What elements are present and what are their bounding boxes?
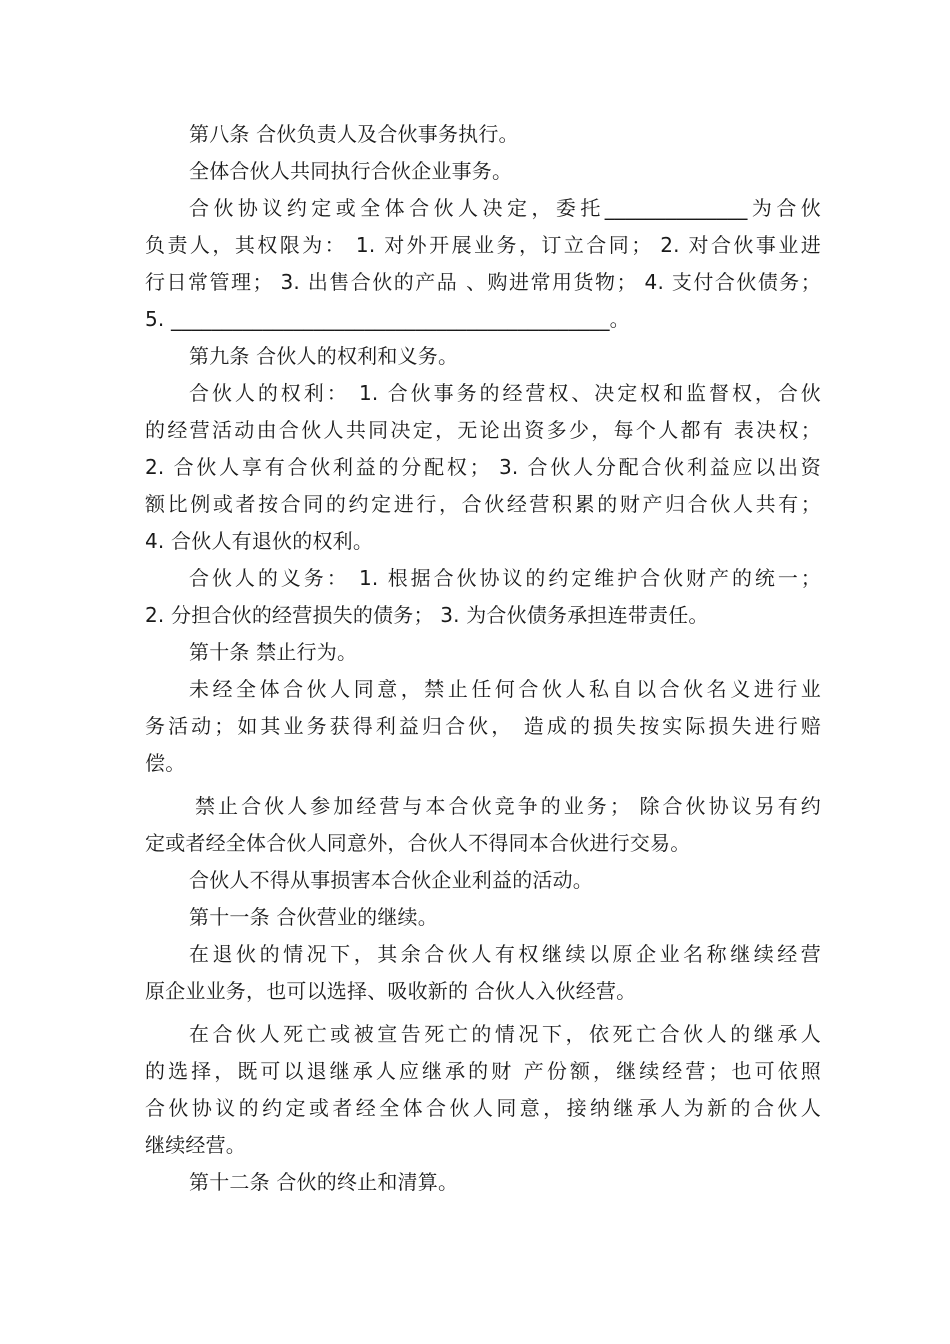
text-line: 继续经营。 [145,1133,246,1157]
document-body [145,116,821,1201]
text-line: 全体合伙人共同执行合伙企业事务。 [189,159,513,183]
text-line: 第十条 禁止行为。 [189,640,358,664]
text-line: 合伙人的权利： 1. 合伙事务的经营权、决定权和监督权，合伙 [189,381,821,405]
text-line: 的选择，既可以退继承人应继承的财 产份额，继续经营；也可依照 [145,1059,821,1083]
text-line: 合伙协议约定或全体合伙人决定，委托______________为合伙 [189,196,821,220]
text-line: 定或者经全体合伙人同意外，合伙人不得同本合伙进行交易。 [145,831,691,855]
text-line: 的经营活动由合伙人共同决定，无论出资多少，每个人都有 表决权； [145,418,821,442]
text-line: 行日常管理； 3. 出售合伙的产品 、购进常用货物； 4. 支付合伙债务； [145,270,821,294]
text-line: 负责人，其权限为： 1. 对外开展业务，订立合同； 2. 对合伙事业进 [145,233,821,257]
text-line: 合伙协议的约定或者经全体合伙人同意，接纳继承人为新的合伙人 [145,1096,821,1120]
text-line: 第九条 合伙人的权利和义务。 [189,344,459,368]
text-line: 未经全体合伙人同意，禁止任何合伙人私自以合伙名义进行业 [189,677,821,701]
text-line: 2. 合伙人享有合伙利益的分配权； 3. 合伙人分配合伙利益应以出资 [145,455,821,479]
text-line: 合伙人的义务： 1. 根据合伙协议的约定维护合伙财产的统一； [189,566,821,590]
text-line: 禁止合伙人参加经营与本合伙竞争的业务； 除合伙协议另有约 [195,794,821,818]
text-line: 第八条 合伙负责人及合伙事务执行。 [189,122,519,146]
text-line: 在合伙人死亡或被宣告死亡的情况下，依死亡合伙人的继承人 [189,1022,821,1046]
text-line: 4. 合伙人有退伙的权利。 [145,529,374,553]
text-line: 在退伙的情况下，其余合伙人有权继续以原企业名称继续经营 [189,942,821,966]
text-line: 第十二条 合伙的终止和清算。 [189,1170,459,1194]
text-line: 5. ___________________________________________。 [145,307,630,331]
text-line: 偿。 [145,751,186,775]
text-line: 额比例或者按合同的约定进行，合伙经营积累的财产归合伙人共有； [145,492,821,516]
text-line: 务活动；如其业务获得利益归合伙， 造成的损失按实际损失进行赔 [145,714,821,738]
text-line: 第十一条 合伙营业的继续。 [189,905,438,929]
text-line: 原企业业务，也可以选择、吸收新的 合伙人入伙经营。 [145,979,637,1003]
text-line: 2. 分担合伙的经营损失的债务； 3. 为合伙债务承担连带责任。 [145,603,709,627]
text-line: 合伙人不得从事损害本合伙企业利益的活动。 [189,868,593,892]
